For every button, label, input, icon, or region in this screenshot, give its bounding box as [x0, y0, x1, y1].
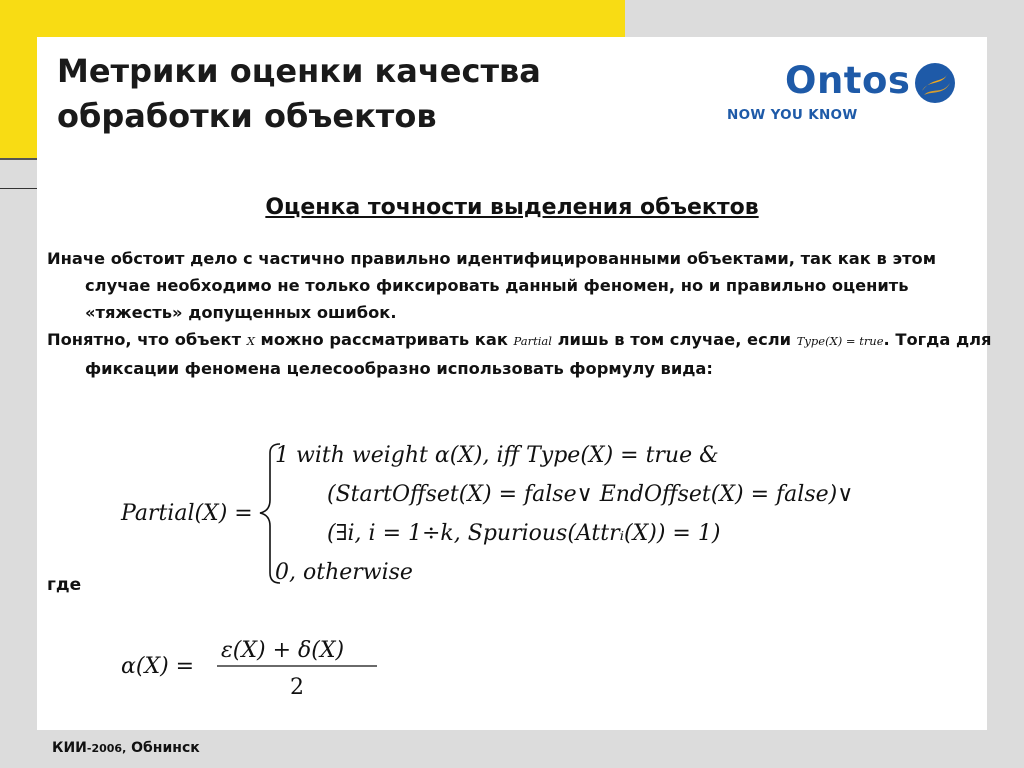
alpha-lhs: α(X) =	[121, 654, 195, 679]
variable-partial: Partial	[513, 334, 552, 348]
partial-formula	[120, 443, 853, 585]
case-line-3: (∃i, i = 1÷k, Spurious(Attrᵢ(X)) = 1)	[327, 521, 721, 546]
paragraph-text-b: можно рассматривать как	[254, 330, 514, 349]
formulas	[37, 37, 987, 730]
slide-content	[37, 37, 992, 730]
footer	[52, 740, 200, 756]
paragraph-partial-objects: Иначе обстоит дело с частично правильно идентифицированными объектами, так как в этом случае необходимо не только фиксировать данный феномен, но и правильно оценить «тяжесть» допущенных ошибок.	[47, 249, 937, 322]
footer-year: -2006,	[86, 742, 127, 755]
case-line-1: 1 with weight α(X), iff Type(X) = true &	[275, 443, 719, 468]
where-label: где	[47, 575, 82, 595]
paragraph-text-a: Понятно, что объект	[47, 330, 247, 349]
case-line-2: (StartOffset(X) = false∨ EndOffset(X) = false)∨	[327, 482, 854, 507]
logo-wordmark: Ontos	[785, 59, 911, 102]
case-line-4: 0, otherwise	[275, 560, 413, 585]
left-divider-thin	[0, 188, 37, 189]
alpha-formula	[121, 638, 377, 700]
paragraph-text-d: . Тогда для фиксации феномена целесообразно использовать формулу вида:	[85, 330, 992, 378]
condition-type-true: Type(X) = true	[796, 334, 884, 348]
section-subtitle: Оценка точности выделения объектов	[265, 195, 759, 220]
left-divider-thick	[0, 158, 37, 160]
top-gray-band	[625, 0, 1024, 37]
alpha-numerator: ε(X) + δ(X)	[221, 638, 345, 663]
footer-org: КИИ	[52, 740, 87, 756]
variable-x: X	[246, 334, 255, 348]
alpha-denominator: 2	[290, 675, 304, 700]
logo-tagline: NOW YOU KNOW	[727, 107, 858, 123]
footer-city: Обнинск	[126, 740, 200, 756]
partial-lhs: Partial(X) =	[121, 501, 253, 526]
paragraph-text-c: лишь в том случае, если	[551, 330, 797, 349]
slide-title: Метрики оценки качества обработки объектов	[57, 52, 541, 135]
